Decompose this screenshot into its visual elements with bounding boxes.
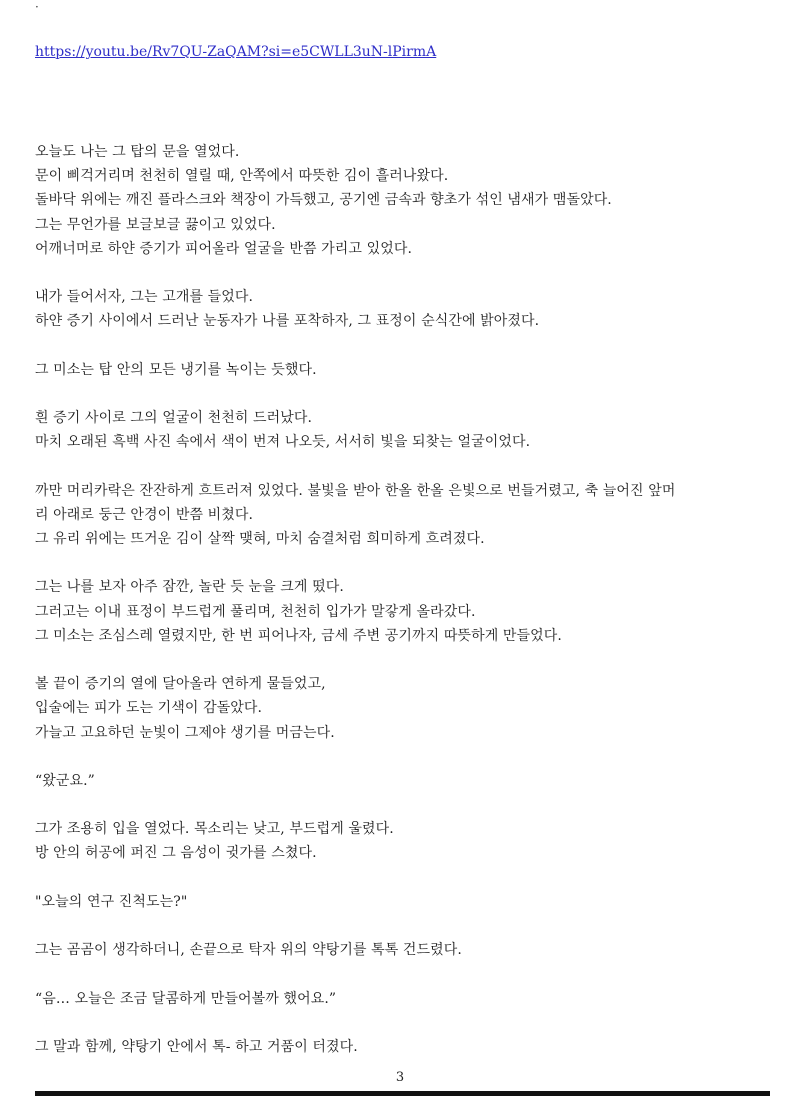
text-line: 문이 삐걱거리며 천천히 열릴 때, 안쪽에서 따뜻한 김이 흘러나왔다. <box>35 168 449 185</box>
text-line: 볼 끝이 증기의 열에 달아올라 연하게 물들었고, <box>35 676 326 693</box>
page-number: 3 <box>395 1070 405 1085</box>
text-line: 돌바닥 위에는 깨진 플라스크와 책장이 가득했고, 공기엔 금속과 향초가 섞인 냄새가 맴돌았다. <box>35 192 612 209</box>
top-dot-mark: · <box>35 0 39 14</box>
text-line: 흰 증기 사이로 그의 얼굴이 천천히 드러났다. <box>35 410 313 427</box>
paragraph-gap <box>35 261 775 285</box>
text-line: 하얀 증기 사이에서 드러난 눈동자가 나를 포착하자, 그 표정이 순식간에 밝아졌다. <box>35 313 540 330</box>
youtube-link[interactable]: https://youtu.be/Rv7QU-ZaQAM?si=e5CWLL3uN-lPirmA <box>35 44 437 60</box>
paragraph-gap <box>35 1011 775 1035</box>
text-line: 내가 들어서자, 그는 고개를 들었다. <box>35 289 254 306</box>
text-line: 그는 곰곰이 생각하더니, 손끝으로 탁자 위의 약탕기를 톡톡 건드렸다. <box>35 942 462 959</box>
text-line: 그 말과 함께, 약탕기 안에서 톡- 하고 거품이 터졌다. <box>35 1038 358 1055</box>
text-line: 마치 오래된 흑백 사진 속에서 색이 번져 나오듯, 서서히 빛을 되찾는 얼굴이었다. <box>35 434 531 451</box>
paragraph-gap <box>35 648 775 672</box>
text-line: 가늘고 고요하던 눈빛이 그제야 생기를 머금는다. <box>35 724 335 741</box>
text-line: 그는 무언가를 보글보글 끓이고 있었다. <box>35 216 276 233</box>
text-line: 그 유리 위에는 뜨거운 김이 살짝 맺혀, 마치 숨결처럼 희미하게 흐려졌다. <box>35 531 485 547</box>
text-line: 그는 나를 보자 아주 잠깐, 놀란 듯 눈을 크게 떴다. <box>35 579 344 596</box>
text-line: 오늘도 나는 그 탑의 문을 열었다. <box>35 144 240 160</box>
paragraph-gap <box>35 454 775 478</box>
paragraph-gap <box>35 914 775 938</box>
paragraph-gap <box>35 962 775 986</box>
text-line: "오늘의 연구 진척도는?" <box>35 893 188 910</box>
text-line: 그 미소는 탑 안의 모든 냉기를 녹이는 듯했다. <box>35 361 317 378</box>
text-line: 어깨너머로 하얀 증기가 피어올라 얼굴을 반쯤 가리고 있었다. <box>35 240 412 257</box>
text-line: 입술에는 피가 도는 기색이 감돌았다. <box>35 700 263 717</box>
paragraph-gap <box>35 334 775 358</box>
text-line: “왔군요.” <box>35 772 95 789</box>
paragraph-gap <box>35 551 775 575</box>
text-line: 그가 조용히 입을 열었다. 목소리는 낮고, 부드럽게 울렸다. <box>35 821 394 838</box>
story-body <box>35 140 775 1059</box>
text-line: “음… 오늘은 조금 달콤하게 만들어볼까 했어요.” <box>35 990 337 1007</box>
paragraph-gap <box>35 745 775 769</box>
text-line: 까만 머리카락은 잔잔하게 흐트러져 있었다. 불빛을 받아 한올 한올 은빛으로 번들거렸고, 축 늘어진 앞머 <box>35 482 676 499</box>
paragraph-gap <box>35 866 775 890</box>
footer-rule <box>35 1091 770 1096</box>
text-line: 그러고는 이내 표정이 부드럽게 풀리며, 천천히 입가가 말갛게 올라갔다. <box>35 603 476 620</box>
text-line: 방 안의 허공에 퍼진 그 음성이 귓가를 스쳤다. <box>35 845 317 862</box>
paragraph-gap <box>35 382 775 406</box>
text-line: 그 미소는 조심스레 열렸지만, 한 번 피어나자, 금세 주변 공기까지 따뜻하게 만들었다. <box>35 627 562 644</box>
text-line: 리 아래로 둥근 안경이 반쯤 비쳤다. <box>35 506 254 523</box>
paragraph-gap <box>35 793 775 817</box>
